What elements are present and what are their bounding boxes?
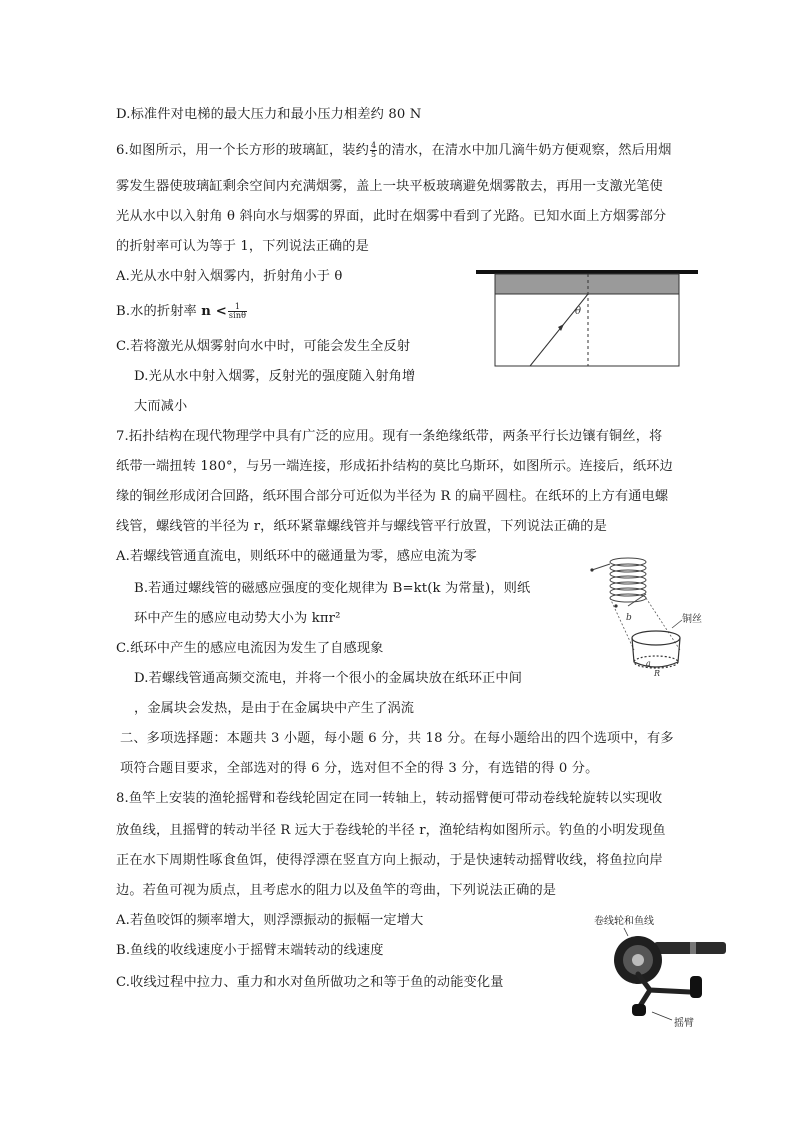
q7-stem-line1: 7.拓扑结构在现代物理学中具有广泛的应用。现有一条绝缘纸带，两条平行长边镶有铜丝，将 bbox=[116, 429, 663, 444]
fishing-reel-figure bbox=[594, 912, 728, 1032]
rod-band bbox=[690, 942, 696, 954]
q7-stem-line2: 纸带一端扭转 180°，与另一端连接，形成拓扑结构的莫比乌斯环，如图所示。连接后，纸环边 bbox=[116, 459, 673, 474]
q7-option-c: C.纸环中产生的感应电流因为发生了自感现象 bbox=[116, 641, 384, 656]
tank-glass-cover bbox=[476, 270, 698, 274]
section2-header-line2: 项符合题目要求，全部选对的得 6 分，选对但不全的得 3 分，有选错的得 0 分。 bbox=[120, 761, 599, 776]
q8-stem-line2: 放鱼线，且摇臂的转动半径 R 远大于卷线轮的半径 r，渔轮结构如图所示。钓鱼的小明发现鱼 bbox=[116, 823, 666, 838]
solenoid-terminal-left bbox=[590, 568, 593, 571]
q7-stem-line4: 线管，螺线管的半径为 r，纸环紧靠螺线管并与螺线管平行放置，下列说法正确的是 bbox=[116, 519, 607, 534]
q6-stem-line2: 雾发生器使玻璃缸剩余空间内充满烟雾，盖上一块平板玻璃避免烟雾散去，再用一支激光笔使 bbox=[116, 179, 663, 194]
solenoid-coil bbox=[610, 558, 646, 602]
q6-option-b-denominator: sinθ bbox=[228, 311, 247, 320]
reel-hub bbox=[632, 954, 644, 966]
q6-option-a: A.光从水中射入烟雾内，折射角小于 θ bbox=[116, 269, 343, 284]
q6-option-b-n: n < bbox=[201, 304, 227, 319]
q7-option-b-line1: B.若通过螺线管的磁感应强度的变化规律为 B=kt(k 为常量)，则纸 bbox=[134, 581, 531, 596]
q6-option-d-line1: D.光从水中射入烟雾，反射光的强度随入射角增 bbox=[134, 369, 416, 384]
reel-spool-label: 卷线轮和鱼线 bbox=[594, 916, 654, 927]
q6-stem-part-b: 的清水，在清水中加几滴牛奶方便观察，然后用烟 bbox=[378, 143, 672, 158]
coil-a-label: a bbox=[646, 659, 651, 668]
section2-header-line1: 二、多项选择题：本题共 3 小题，每小题 6 分，共 18 分。在每小题给出的四个选项中，有多 bbox=[120, 731, 674, 746]
reel-crank-lower bbox=[640, 990, 650, 1006]
solenoid-lead-left bbox=[592, 564, 610, 570]
coil-b-label: b bbox=[626, 613, 632, 623]
q8-stem-line3: 正在水下周期性啄食鱼饵，使得浮漂在竖直方向上振动，于是快速转动摇臂收线，将鱼拉向岸 bbox=[116, 853, 663, 868]
reel-spool-pointer bbox=[624, 928, 628, 936]
mobius-ring bbox=[632, 631, 680, 668]
q6-option-d-line2: 大而减小 bbox=[134, 399, 188, 414]
q6-stem-part-a: 6.如图所示，用一个长方形的玻璃缸，装约 bbox=[116, 143, 369, 158]
q7-option-d-line2: ，金属块会发热，是由于在金属块中产生了涡流 bbox=[134, 701, 415, 716]
q7-option-b-line2: 环中产生的感应电动势大小为 kπr² bbox=[134, 611, 341, 626]
tank-smoke-layer bbox=[495, 274, 679, 294]
q8-stem-line4: 边。若鱼可视为质点，且考虑水的阻力以及鱼竿的弯曲，下列说法正确的是 bbox=[116, 883, 557, 898]
q6-option-c: C.若将激光从烟雾射向水中时，可能会发生全反射 bbox=[116, 339, 411, 354]
solenoid-figure bbox=[588, 554, 718, 684]
q6-option-b-numerator: 1 bbox=[228, 303, 247, 312]
q8-option-c: C.收线过程中拉力、重力和水对鱼所做功之和等于鱼的动能变化量 bbox=[116, 975, 504, 990]
prev-option-d: D.标准件对电梯的最大压力和最小压力相差约 80 N bbox=[116, 107, 422, 122]
coil-r-label: R bbox=[654, 669, 661, 678]
q6-option-b-text: B.水的折射率 bbox=[116, 304, 197, 319]
q6-fraction-denominator: 5 bbox=[370, 150, 377, 159]
solenoid-axis-left bbox=[610, 598, 634, 650]
q6-fraction bbox=[370, 142, 377, 159]
reel-knob-lower bbox=[632, 1004, 646, 1016]
q6-stem-line1 bbox=[116, 142, 672, 160]
q6-fraction-numerator: 4 bbox=[370, 141, 377, 150]
q8-stem-line1: 8.鱼竿上安装的渔轮摇臂和卷线轮固定在同一转轴上，转动摇臂便可带动卷线轮旋转以实现收 bbox=[116, 791, 663, 806]
q6-option-b-fraction bbox=[228, 303, 247, 320]
tank-laser-ray bbox=[530, 294, 588, 366]
q6-stem-line3: 光从水中以入射角 θ 斜向水与烟雾的界面，此时在烟雾中看到了光路。已知水面上方烟雾部分 bbox=[116, 209, 667, 224]
q7-option-a: A.若螺线管通直流电，则纸环中的磁通量为零，感应电流为零 bbox=[116, 549, 477, 564]
reel-handle-pointer bbox=[652, 1012, 672, 1020]
q7-stem-line3: 缘的铜丝形成闭合回路，纸环围合部分可近似为半径为 R 的扁平圆柱。在纸环的上方有通电螺 bbox=[116, 489, 669, 504]
tank-theta-label: θ bbox=[575, 306, 582, 317]
copper-wire-label: 铜丝 bbox=[682, 614, 702, 625]
copper-wire-pointer bbox=[672, 620, 682, 628]
tank-figure bbox=[470, 264, 702, 374]
q6-stem-line4: 的折射率可认为等于 1，下列说法正确的是 bbox=[116, 239, 369, 254]
q7-option-d-line1: D.若螺线管通高频交流电，并将一个很小的金属块放在纸环正中间 bbox=[134, 671, 523, 686]
q6-option-b bbox=[116, 303, 248, 321]
q8-option-a: A.若鱼咬饵的频率增大，则浮漂振动的振幅一定增大 bbox=[116, 913, 424, 928]
solenoid-terminal-right bbox=[614, 604, 617, 607]
reel-knob-right bbox=[690, 976, 702, 998]
reel-handle-label: 摇臂 bbox=[674, 1018, 694, 1029]
q8-option-b: B.鱼线的收线速度小于摇臂末端转动的线速度 bbox=[116, 943, 384, 958]
